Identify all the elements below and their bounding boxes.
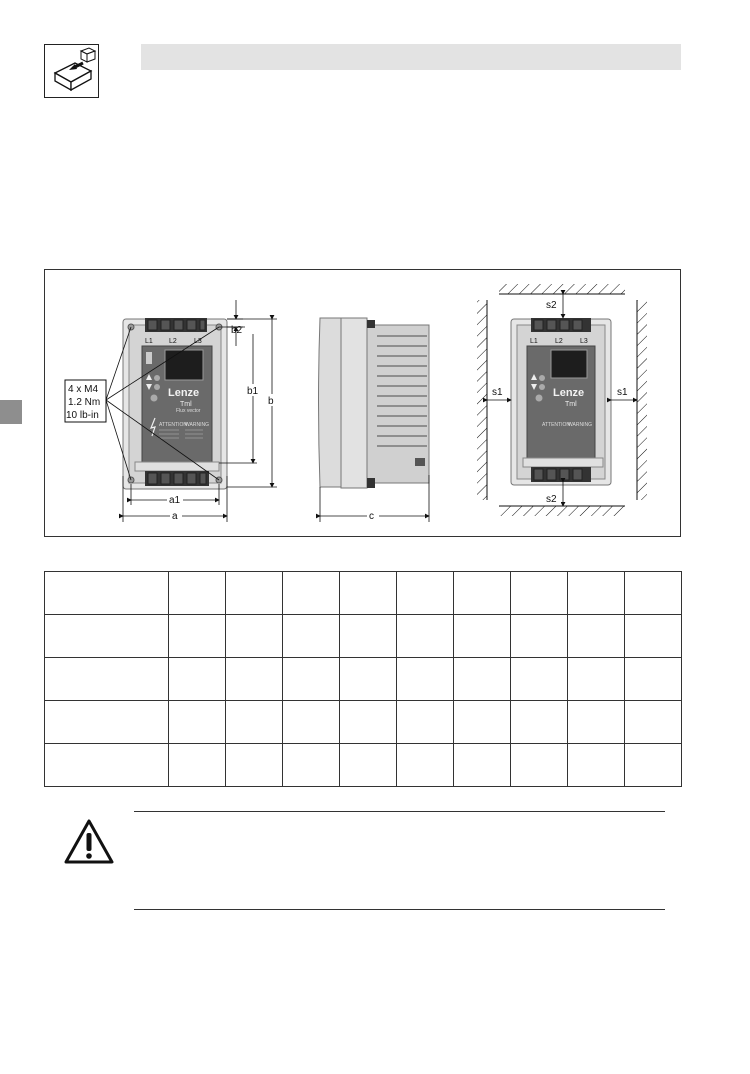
- table-cell: [169, 658, 226, 701]
- table-cell: [511, 615, 568, 658]
- table-row: [45, 572, 682, 615]
- table-cell: [625, 701, 682, 744]
- table-cell: [511, 744, 568, 787]
- table-row: [45, 658, 682, 701]
- table-cell: [340, 572, 397, 615]
- table-cell: [397, 658, 454, 701]
- table-cell: [397, 615, 454, 658]
- table-cell: [226, 615, 283, 658]
- dimension-figure: [44, 269, 681, 537]
- table-cell: [226, 658, 283, 701]
- table-cell: [340, 744, 397, 787]
- attention-label: ATTENTION: [542, 422, 570, 428]
- terminal-label-l1: L1: [530, 338, 538, 345]
- note-divider-bottom: [134, 909, 665, 910]
- note-text: [134, 820, 665, 900]
- table-cell: [454, 744, 511, 787]
- terminal-label-l3: L3: [580, 338, 588, 345]
- table-cell: [340, 615, 397, 658]
- table-cell: [568, 615, 625, 658]
- table-cell: [568, 572, 625, 615]
- note-divider-top: [134, 811, 665, 812]
- table-cell: [511, 572, 568, 615]
- table-cell: [45, 572, 169, 615]
- table-cell: [397, 572, 454, 615]
- table-cell: [454, 658, 511, 701]
- dim-label-s2-bottom: s2: [546, 494, 557, 505]
- dimension-drawing: [45, 270, 682, 538]
- model-subtitle: Flux vector: [176, 408, 201, 414]
- brand-logo: Lenze: [168, 387, 200, 399]
- section-title-bar: [141, 44, 681, 70]
- warning-triangle-icon: [63, 818, 115, 866]
- screw-spec-line-3: 10 lb-in: [66, 410, 99, 421]
- table-cell: [625, 744, 682, 787]
- screw-spec-line-1: 4 x M4: [68, 384, 99, 395]
- table-row: [45, 744, 682, 787]
- model-name: Tml: [180, 401, 192, 408]
- table-cell: [45, 658, 169, 701]
- dim-label-b: b: [268, 396, 274, 407]
- table-cell: [169, 701, 226, 744]
- drive-side-view: [319, 318, 430, 488]
- table-cell: [625, 615, 682, 658]
- table-cell: [568, 744, 625, 787]
- table-cell: [283, 572, 340, 615]
- dim-label-s1-left: s1: [492, 387, 503, 398]
- attention-label: ATTENTION: [159, 422, 187, 428]
- screw-spec-line-2: 1.2 Nm: [68, 397, 101, 408]
- table-cell: [454, 701, 511, 744]
- table-cell: [511, 701, 568, 744]
- table-cell: [226, 744, 283, 787]
- dim-label-b2: b2: [231, 325, 243, 336]
- table-cell: [454, 572, 511, 615]
- drive-front-view: [123, 318, 227, 489]
- drive-clearance-view: [511, 318, 611, 485]
- table-cell: [45, 615, 169, 658]
- table-cell: [511, 658, 568, 701]
- dim-label-c: c: [369, 511, 374, 522]
- dim-label-b1: b1: [247, 386, 259, 397]
- warning-label: WARNING: [568, 422, 592, 428]
- dim-label-s2-top: s2: [546, 300, 557, 311]
- table-cell: [568, 658, 625, 701]
- terminal-label-l3: L3: [194, 338, 202, 345]
- dim-label-s1-right: s1: [617, 387, 628, 398]
- brand-logo: Lenze: [553, 387, 585, 399]
- table-cell: [454, 615, 511, 658]
- mounting-box-icon: [44, 44, 99, 98]
- table-cell: [340, 658, 397, 701]
- table-cell: [169, 572, 226, 615]
- model-name: Tml: [565, 401, 577, 408]
- table-cell: [45, 701, 169, 744]
- table-cell: [283, 744, 340, 787]
- chapter-tab: [0, 400, 22, 424]
- table-cell: [568, 701, 625, 744]
- table-cell: [397, 744, 454, 787]
- terminal-label-l2: L2: [555, 338, 563, 345]
- table-row: [45, 701, 682, 744]
- terminal-label-l2: L2: [169, 338, 177, 345]
- table-cell: [397, 701, 454, 744]
- table-cell: [625, 572, 682, 615]
- dim-label-a: a: [172, 511, 178, 522]
- dimensions-table: [44, 571, 682, 787]
- table-cell: [283, 701, 340, 744]
- table-cell: [169, 744, 226, 787]
- dim-label-a1: a1: [169, 495, 181, 506]
- table-cell: [45, 744, 169, 787]
- table-cell: [283, 615, 340, 658]
- table-cell: [226, 701, 283, 744]
- terminal-label-l1: L1: [145, 338, 153, 345]
- table-cell: [283, 658, 340, 701]
- table-row: [45, 615, 682, 658]
- warning-label: WARNING: [185, 422, 209, 428]
- table-cell: [340, 701, 397, 744]
- table-cell: [226, 572, 283, 615]
- table-cell: [169, 615, 226, 658]
- table-cell: [625, 658, 682, 701]
